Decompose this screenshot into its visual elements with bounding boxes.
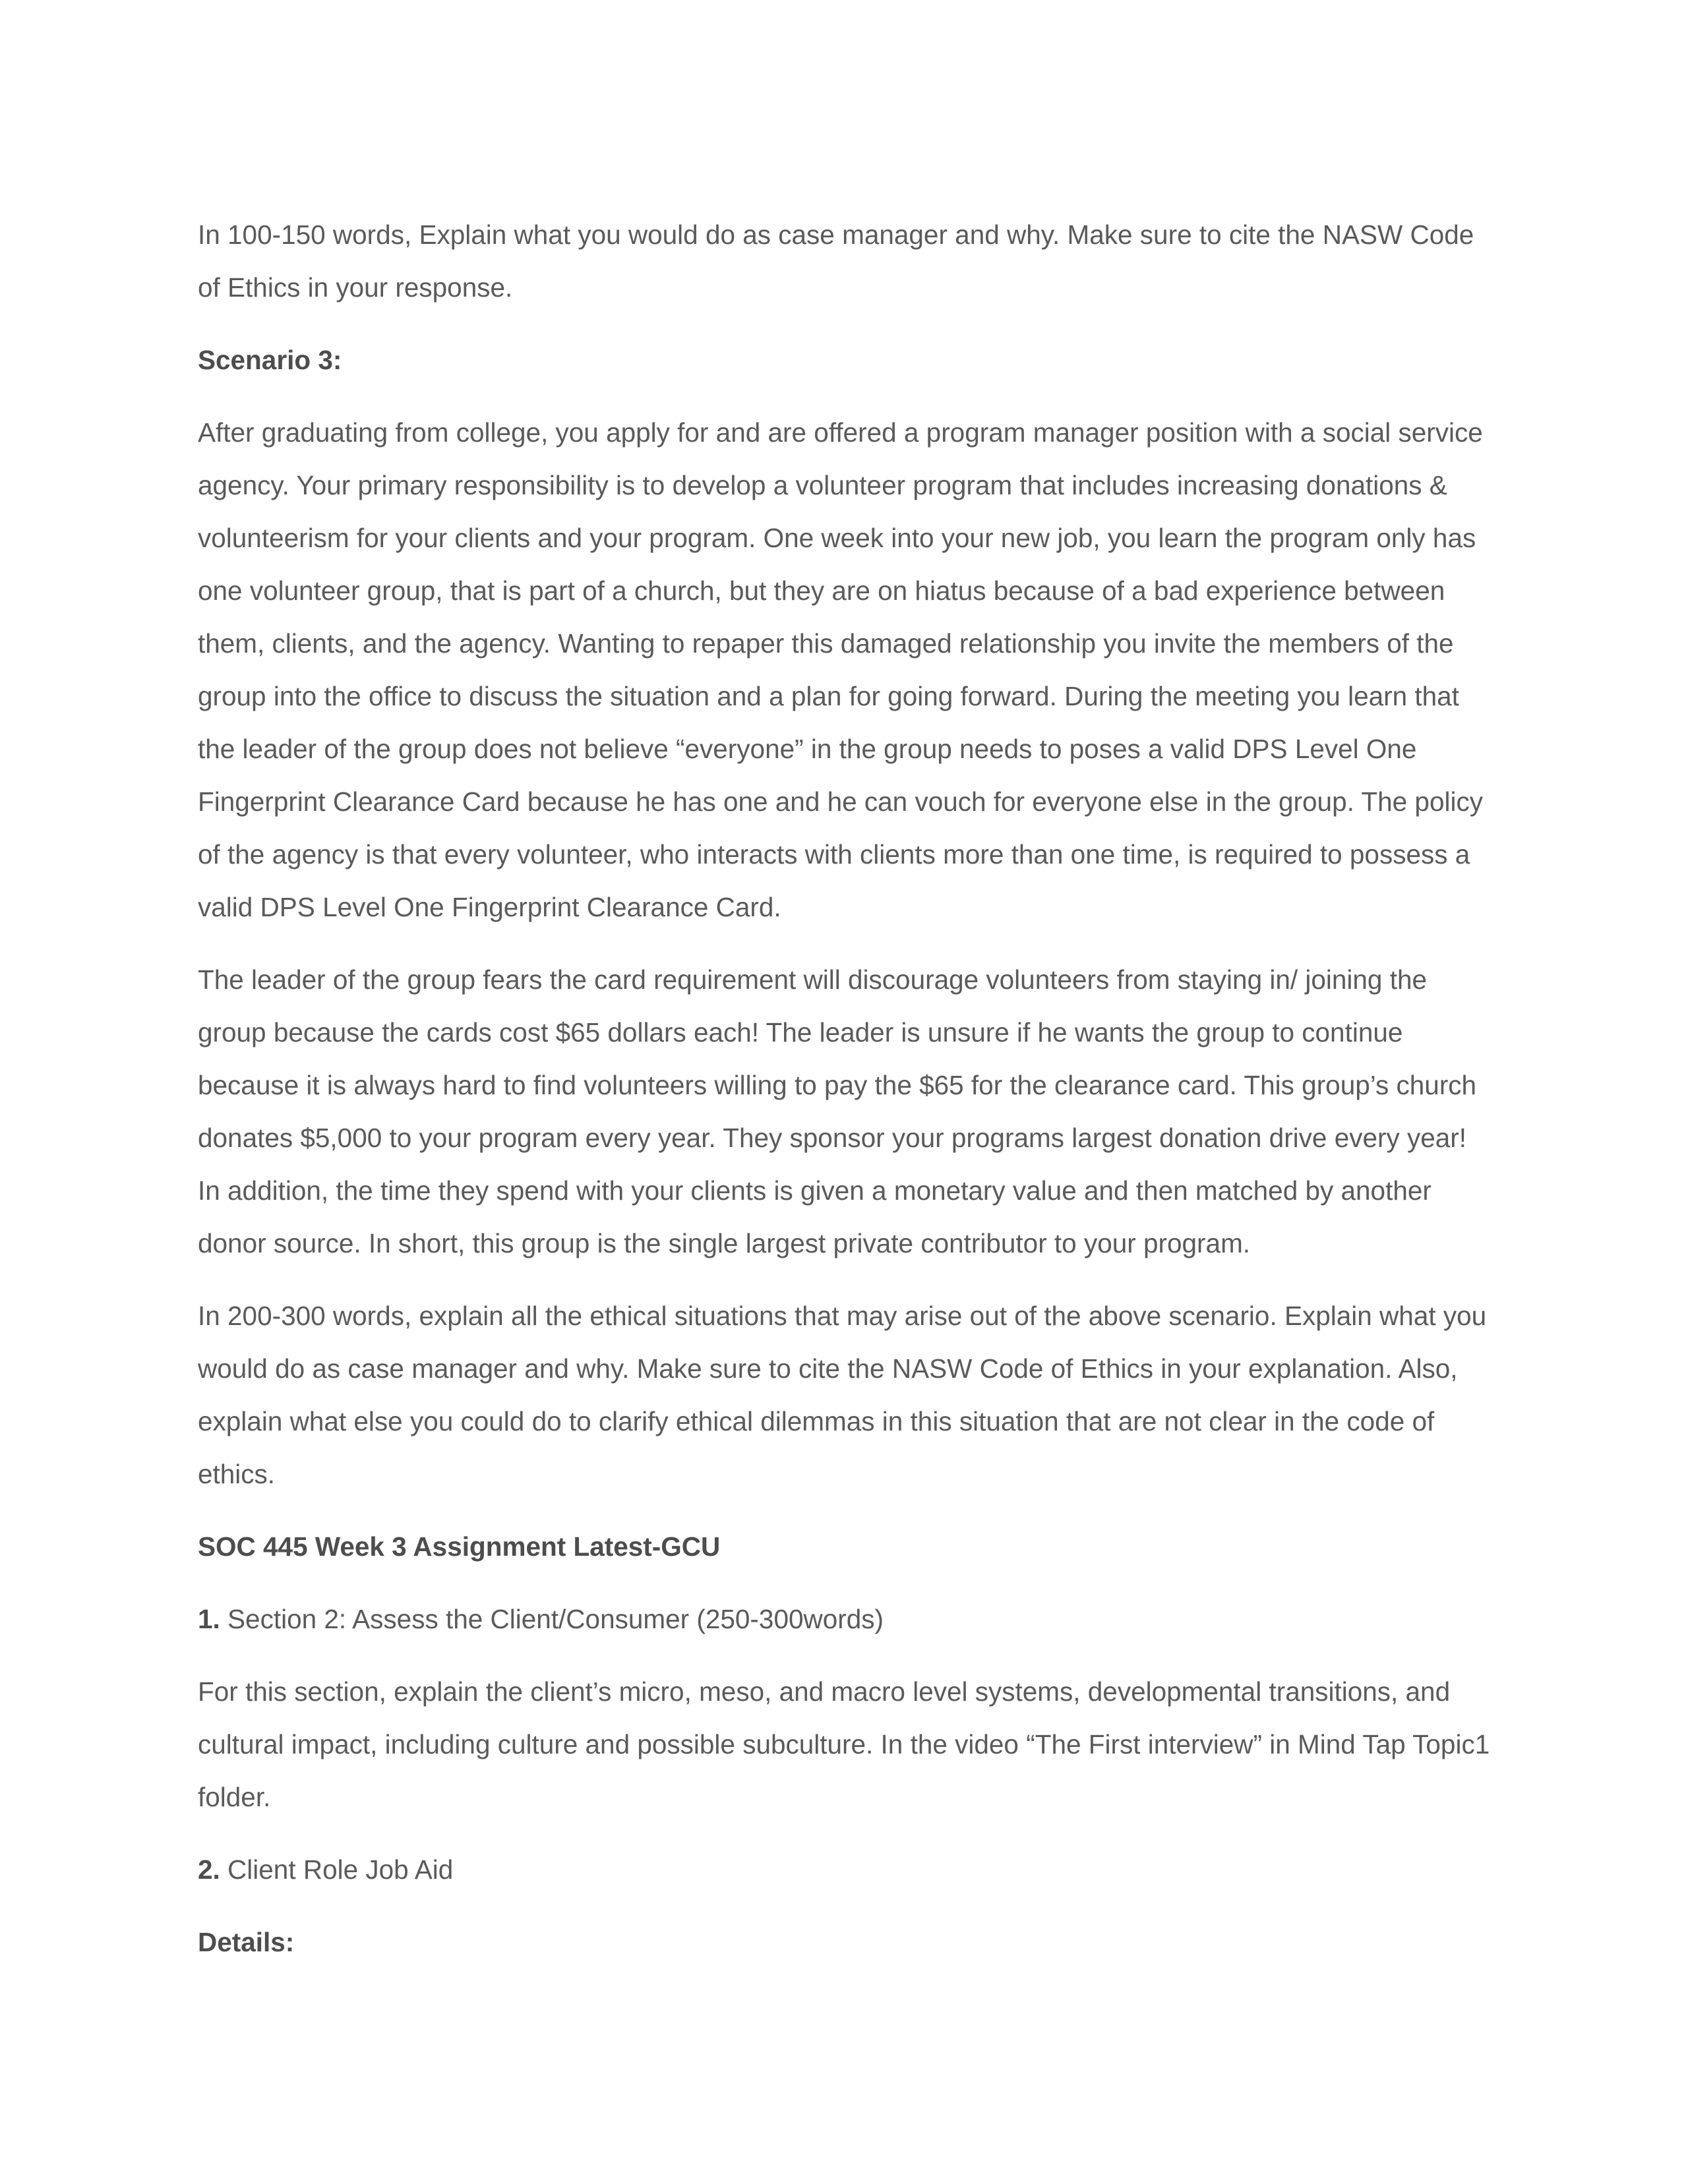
assignment-item-2 — [198, 1843, 1490, 1896]
scenario-prompt: In 200-300 words, explain all the ethical situations that may arise out of the above scenario. Explain what you would do as case manager and why. Make sure to cite the NASW Code of Ethics in your explanation. Also, explain what else you could do to clarify ethical dilemmas in this situation that are not clear in the code of ethics. — [198, 1301, 1487, 1489]
item-1-description: For this section, explain the client’s micro, meso, and macro level systems, developmental transitions, and cultural impact, including culture and possible subculture. In the video “The First interview” in Mind Tap Topic1 folder. — [198, 1676, 1490, 1812]
intro-paragraph: In 100-150 words, Explain what you would do as case manager and why. Make sure to cite the NASW Code of Ethics in your response. — [198, 220, 1474, 303]
details-heading: Details: — [198, 1927, 295, 1957]
scenario-paragraph-1: After graduating from college, you apply for and are offered a program manager position with a social service agency. Your primary responsibility is to develop a volunteer program that includes increasing donations & volunteerism for your clients and your program. One week into your new job, you learn the program only has one volunteer group, that is part of a church, but they are on hiatus because of a bad experience between them, clients, and the agency. Wanting to repaper this damaged relationship you invite the members of the group into the office to discuss the situation and a plan for going forward. During the meeting you learn that the leader of the group does not believe “everyone” in the group needs to poses a valid DPS Level One Fingerprint Clearance Card because he has one and he can vouch for everyone else in the group. The policy of the agency is that every volunteer, who interacts with clients more than one time, is required to possess a valid DPS Level One Fingerprint Clearance Card. — [198, 417, 1483, 922]
scenario-paragraph-2: The leader of the group fears the card requirement will discourage volunteers from staying in/ joining the group because the cards cost $65 dollars each! The leader is unsure if he wants the group to continue because it is always hard to find volunteers willing to pay the $65 for the clearance card. This group’s church donates $5,000 to your program every year. They sponsor your programs largest donation drive every year! In addition, the time they spend with your clients is given a monetary value and then matched by another donor source. In short, this group is the single largest private contributor to your program. — [198, 964, 1477, 1258]
document-body — [198, 208, 1490, 1988]
item-2-text: Client Role Job Aid — [220, 1854, 454, 1885]
scenario-heading: Scenario 3: — [198, 345, 342, 375]
item-1-text: Section 2: Assess the Client/Consumer (250-300words) — [220, 1604, 884, 1634]
assignment-heading: SOC 445 Week 3 Assignment Latest-GCU — [198, 1531, 721, 1562]
item-1-number: 1. — [198, 1604, 220, 1634]
assignment-item-1 — [198, 1593, 1490, 1645]
item-2-number: 2. — [198, 1854, 220, 1885]
